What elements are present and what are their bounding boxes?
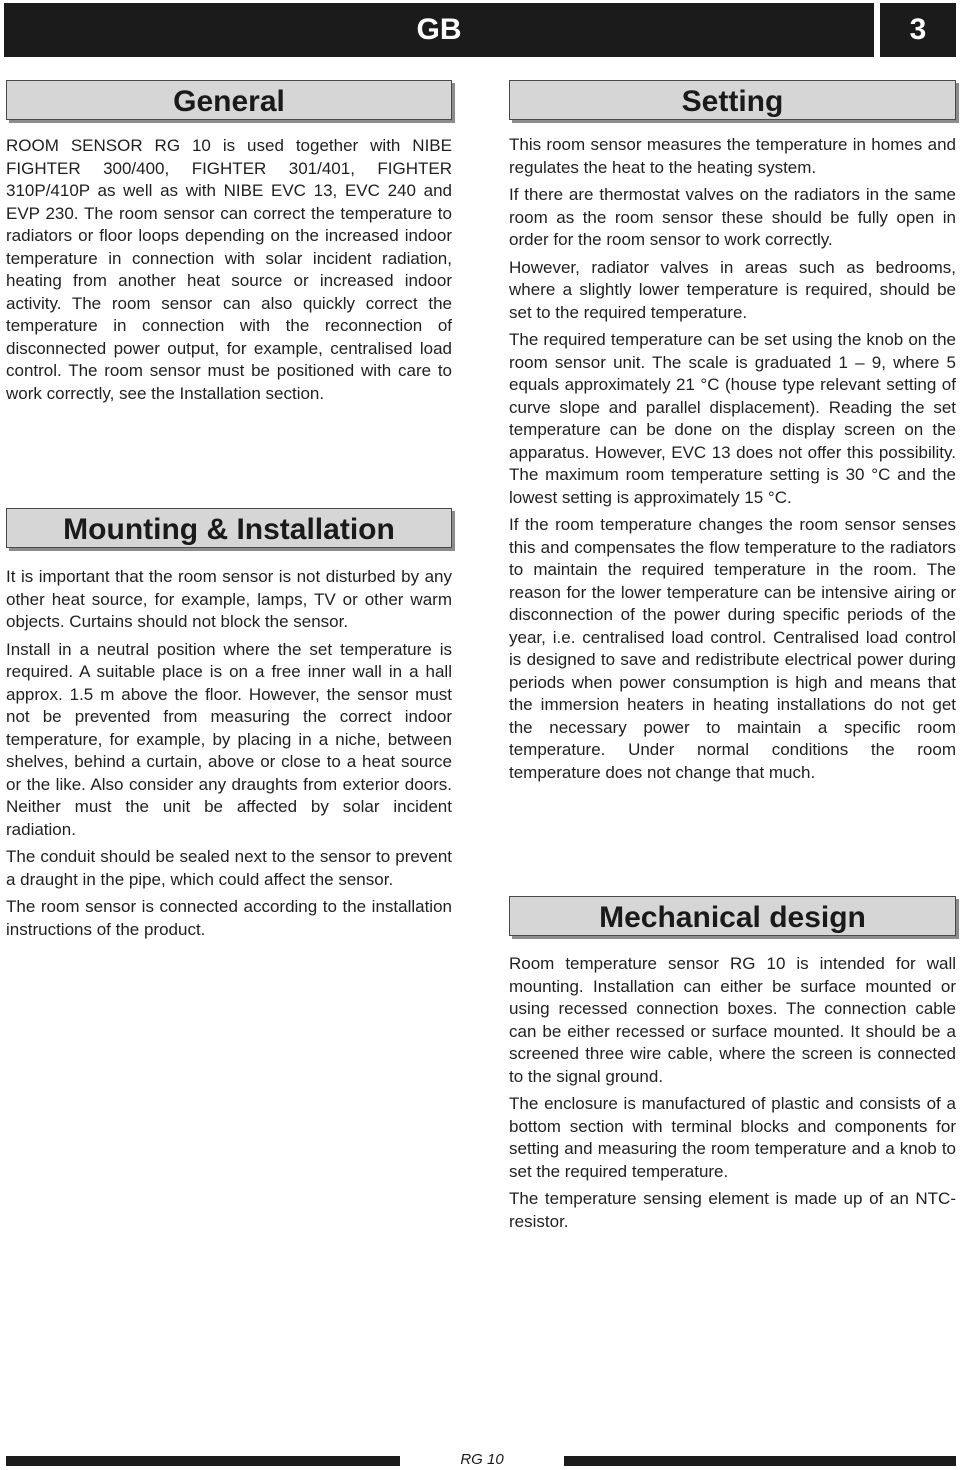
general-paragraph: ROOM SENSOR RG 10 is used together with NIBE FIGHTER 300/400, FIGHTER 301/401, FIGHTER 310P/410P as well as with NIBE EVC 13, EVC 240 and EVP 230. The room sensor can correct the temperature to radiators or floor loops depending on the increased indoor temperature in connection with solar incident radiation, heating from another heat source or increased indoor activity. The room sensor can also quickly correct the temperature in connection with the reconnection of disconnected power output, for example, centralised load control. The room sensor must be positioned with care to work correctly, see the Installation section.: [6, 136, 452, 403]
setting-body: [509, 134, 956, 789]
mounting-paragraph: The room sensor is connected according to the installation instructions of the product.: [6, 897, 452, 939]
section-title-general: General: [6, 80, 452, 120]
section-title-setting: Setting: [509, 80, 956, 120]
setting-paragraph: However, radiator valves in areas such as bedrooms, where a slightly lower temperature is required, should be set to the required temperature.: [509, 257, 956, 322]
mechanical-paragraph: The enclosure is manufactured of plastic and consists of a bottom section with terminal blocks and components for setting and measuring the room temperature and a knob to set the required temperature.: [509, 1094, 956, 1181]
mounting-paragraph: It is important that the room sensor is not disturbed by any other heat source, for example, lamps, TV or other warm objects. Curtains should not block the sensor.: [6, 567, 452, 631]
footer-bar-left: [6, 1456, 400, 1466]
general-body: [6, 135, 452, 410]
mounting-paragraph: The conduit should be sealed next to the sensor to prevent a draught in the pipe, which could affect the sensor.: [6, 847, 452, 889]
section-title-mounting: Mounting & Installation: [6, 508, 452, 548]
mechanical-body: [509, 953, 956, 1238]
mounting-body: [6, 566, 452, 946]
section-title-mechanical: Mechanical design: [509, 896, 956, 936]
setting-paragraph: The required temperature can be set using the knob on the room sensor unit. The scale is graduated 1 – 9, where 5 equals approximately 21 °C (house type relevant setting of curve slope and parallel displacement). Reading the set temperature can be done on the display screen on the apparatus. However, EVC 13 does not offer this possibility. The maximum room temperature setting is 30 °C and the lowest setting is approximately 15 °C.: [509, 330, 956, 507]
language-code: GB: [416, 13, 462, 46]
mechanical-paragraph: The temperature sensing element is made up of an NTC-resistor.: [509, 1189, 956, 1231]
setting-paragraph: If the room temperature changes the room sensor senses this and compensates the flow temperature to the radiators to maintain the required temperature in the room. The reason for the lower temperature can be intensive airing or disconnection of the power during specific periods of the year, i.e. centralised load control. Centralised load control is designed to save and redistribute electrical power during periods when power consumption is high and means that the immersion heaters in heating installations do not get the necessary power to maintain a specific room temperature. Under normal conditions the room temperature does not change that much.: [509, 515, 956, 782]
page-number: 3: [880, 3, 956, 57]
mounting-paragraph: Install in a neutral position where the set temperature is required. A suitable place is on a free inner wall in a hall approx. 1.5 m above the floor. However, the sensor must not be prevented from measuring the correct indoor temperature, for example, by placing in a niche, between shelves, behind a curtain, above or close to a heat source or the like. Also consider any draughts from exterior doors. Neither must the unit be affected by solar incident radiation.: [6, 639, 452, 839]
footer-bar-right: [564, 1456, 956, 1466]
footer-label: RG 10: [460, 1451, 504, 1468]
setting-paragraph: If there are thermostat valves on the radiators in the same room as the room sensor these should be fully open in order for the room sensor to work correctly.: [509, 185, 956, 249]
header-bar: [4, 3, 874, 57]
mechanical-paragraph: Room temperature sensor RG 10 is intended for wall mounting. Installation can either be surface mounted or using recessed connection boxes. The connection cable can be either recessed or surface mounted. It should be a screened three wire cable, where the screen is connected to the signal ground.: [509, 954, 956, 1086]
setting-paragraph: This room sensor measures the temperature in homes and regulates the heat to the heating system.: [509, 135, 956, 177]
